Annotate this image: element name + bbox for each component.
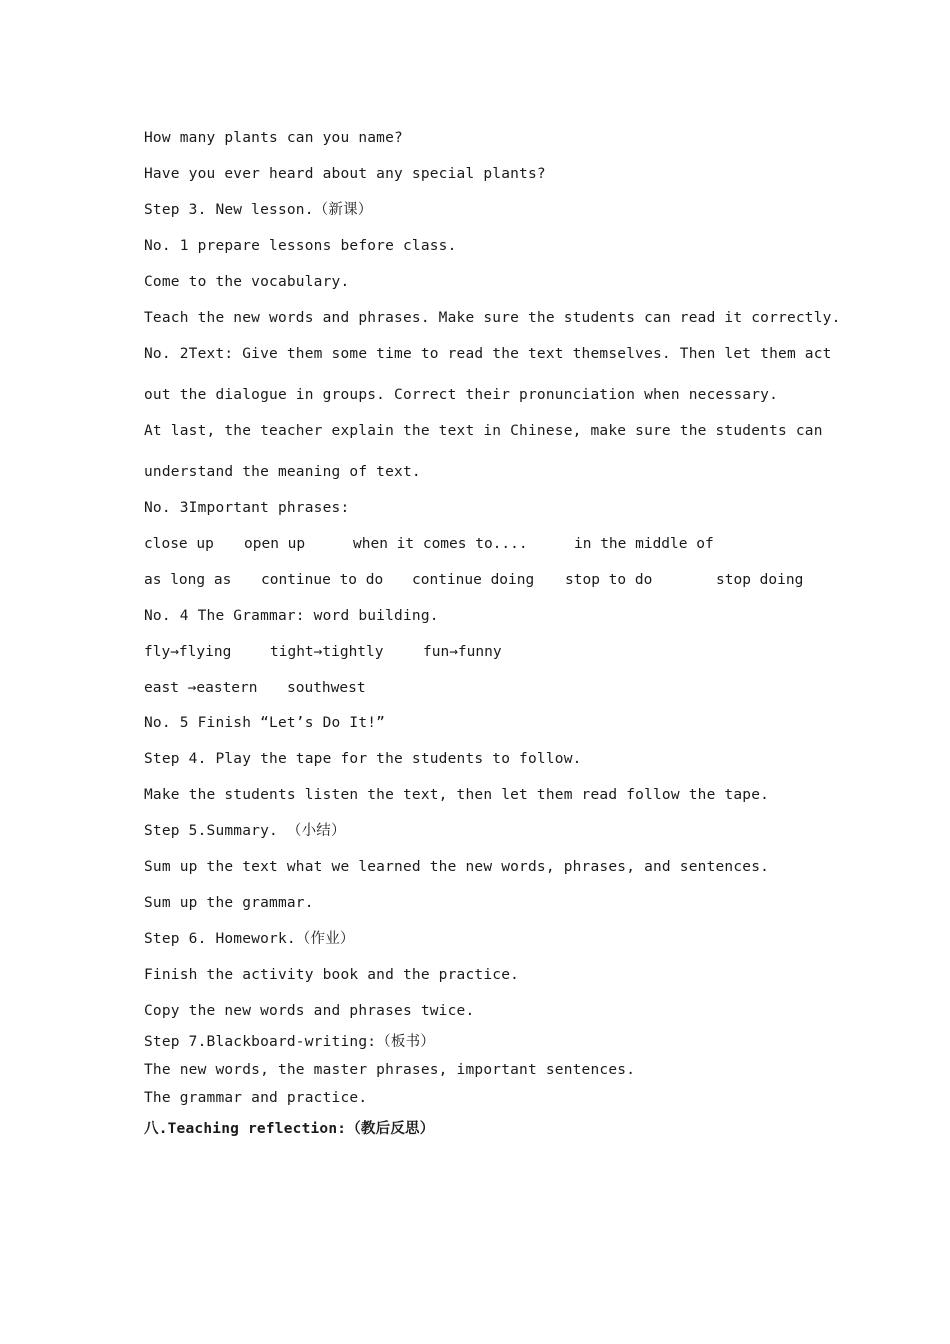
- phrase-item: stop doing: [716, 572, 804, 588]
- phrase-row: [144, 571, 844, 589]
- step-heading: Step 6. Homework.（作业）: [144, 931, 355, 947]
- word-item: fly→flying: [144, 644, 232, 660]
- phrase-item: stop to do: [565, 572, 653, 588]
- phrase-item: continue to do: [261, 572, 384, 588]
- text-line: out the dialogue in groups. Correct their pronunciation when necessary.: [144, 387, 779, 403]
- phrase-item: close up: [144, 536, 214, 552]
- word-building-row: [144, 643, 744, 661]
- word-item: tight→tightly: [270, 644, 384, 660]
- phrase-item: in the middle of: [574, 536, 714, 552]
- text-line: The new words, the master phrases, important sentences.: [144, 1062, 636, 1078]
- text-line: Copy the new words and phrases twice.: [144, 1003, 475, 1019]
- text-line: No. 1 prepare lessons before class.: [144, 238, 457, 254]
- text-line: Finish the activity book and the practice.: [144, 967, 520, 983]
- phrase-item: when it comes to....: [353, 536, 528, 552]
- word-item: southwest: [287, 680, 366, 696]
- text-line: No. 3Important phrases:: [144, 500, 350, 516]
- word-item: fun→funny: [423, 644, 502, 660]
- step-heading: Step 3. New lesson.（新课）: [144, 202, 373, 218]
- phrase-item: open up: [244, 536, 306, 552]
- section-heading: 八.Teaching reflection:（教后反思）: [144, 1121, 435, 1137]
- text-line: Sum up the text what we learned the new words, phrases, and sentences.: [144, 859, 770, 875]
- text-line: How many plants can you name?: [144, 130, 403, 146]
- word-item: east →eastern: [144, 680, 258, 696]
- step-heading: Step 7.Blackboard-writing:（板书）: [144, 1034, 435, 1050]
- text-line: Sum up the grammar.: [144, 895, 314, 911]
- text-line: At last, the teacher explain the text in Chinese, make sure the students can: [144, 423, 823, 439]
- phrase-item: continue doing: [412, 572, 535, 588]
- text-line: No. 5 Finish “Let’s Do It!”: [144, 715, 386, 731]
- text-line: Make the students listen the text, then let them read follow the tape.: [144, 787, 770, 803]
- text-line: Come to the vocabulary.: [144, 274, 350, 290]
- text-line: No. 2Text: Give them some time to read the text themselves. Then let them act: [144, 346, 832, 362]
- step-heading: Step 4. Play the tape for the students to follow.: [144, 751, 582, 767]
- text-line: No. 4 The Grammar: word building.: [144, 608, 439, 624]
- text-line: The grammar and practice.: [144, 1090, 368, 1106]
- phrase-row: [144, 535, 844, 553]
- step-heading: Step 5.Summary. （小结）: [144, 823, 346, 839]
- word-building-row: [144, 679, 744, 697]
- text-line: Teach the new words and phrases. Make sure the students can read it correctly.: [144, 310, 841, 326]
- text-line: understand the meaning of text.: [144, 464, 421, 480]
- text-line: Have you ever heard about any special plants?: [144, 166, 546, 182]
- phrase-item: as long as: [144, 572, 232, 588]
